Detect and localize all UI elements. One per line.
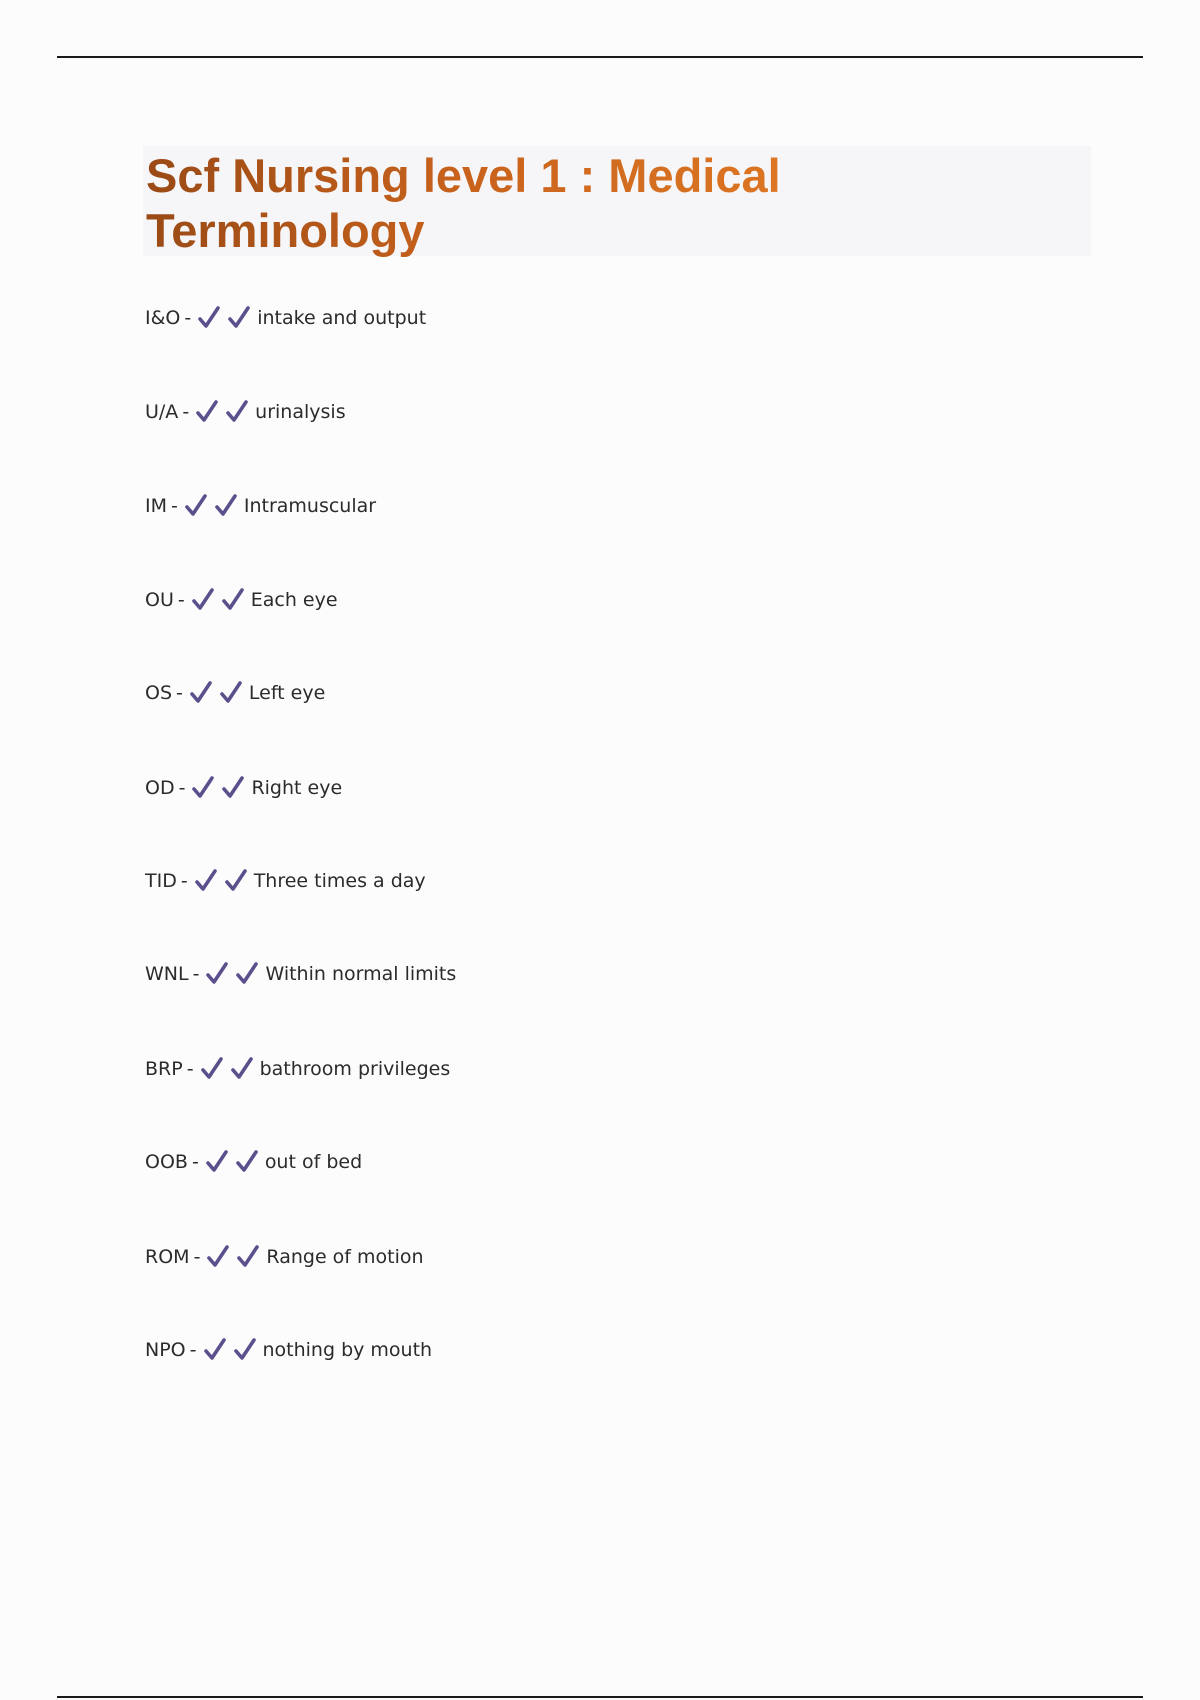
check-mark-icon <box>200 1056 224 1082</box>
term-entry <box>145 397 346 427</box>
term-separator: - <box>191 1151 199 1173</box>
check-mark-icon <box>184 493 208 519</box>
term-separator: - <box>177 589 185 611</box>
term-definition: Right eye <box>251 777 343 799</box>
check-mark-icon <box>205 961 229 987</box>
check-mark-icon <box>214 493 238 519</box>
term-abbreviation: WNL <box>145 963 189 985</box>
term-definition: Left eye <box>248 682 326 704</box>
term-separator: - <box>184 307 192 329</box>
term-definition: Each eye <box>250 589 338 611</box>
term-separator: - <box>178 777 186 799</box>
term-entry <box>145 585 338 615</box>
check-mark-icon <box>191 587 215 613</box>
check-mark-icon <box>205 1149 229 1175</box>
check-mark-icon <box>191 775 215 801</box>
check-mark-icon <box>197 305 221 331</box>
check-mark-icon <box>203 1337 227 1363</box>
term-separator: - <box>186 1058 194 1080</box>
check-mark-icon <box>194 868 218 894</box>
check-mark-icon <box>221 775 245 801</box>
term-separator: - <box>192 963 200 985</box>
term-entry <box>145 1335 432 1365</box>
term-separator: - <box>182 401 190 423</box>
check-mark-icon <box>219 680 243 706</box>
check-mark-icon <box>235 961 259 987</box>
term-separator: - <box>189 1339 197 1361</box>
term-entry <box>145 491 376 521</box>
document-title: Scf Nursing level 1 : Medical Terminology <box>143 146 846 258</box>
term-entry <box>145 678 325 708</box>
check-mark-icon <box>230 1056 254 1082</box>
term-abbreviation: U/A <box>145 401 179 423</box>
check-mark-icon <box>235 1149 259 1175</box>
term-abbreviation: OOB <box>145 1151 188 1173</box>
term-definition: Within normal limits <box>265 963 457 985</box>
term-entry <box>145 303 426 333</box>
check-mark-icon <box>206 1244 230 1270</box>
term-definition: Intramuscular <box>243 495 377 517</box>
term-separator: - <box>171 495 178 517</box>
term-definition: out of bed <box>264 1151 363 1173</box>
check-mark-icon <box>233 1337 257 1363</box>
term-abbreviation: OD <box>145 777 175 799</box>
bottom-rule <box>57 1696 1143 1698</box>
term-abbreviation: ROM <box>145 1246 190 1268</box>
term-definition: urinalysis <box>255 401 346 423</box>
check-mark-icon <box>236 1244 260 1270</box>
top-rule <box>57 56 1143 58</box>
check-mark-icon <box>224 868 248 894</box>
term-entry <box>145 1147 362 1177</box>
term-definition: nothing by mouth <box>262 1339 433 1361</box>
term-entry <box>145 1054 450 1084</box>
term-definition: Three times a day <box>253 870 426 892</box>
check-mark-icon <box>195 399 219 425</box>
term-abbreviation: TID <box>145 870 177 892</box>
term-abbreviation: BRP <box>145 1058 183 1080</box>
title-box <box>143 146 1091 256</box>
term-separator: - <box>176 682 183 704</box>
term-separator: - <box>180 870 188 892</box>
term-entry <box>145 959 456 989</box>
term-entry <box>145 866 426 896</box>
term-abbreviation: I&O <box>145 307 181 329</box>
term-definition: intake and output <box>257 307 427 329</box>
term-definition: Range of motion <box>266 1246 424 1268</box>
term-abbreviation: IM <box>145 495 167 517</box>
check-mark-icon <box>227 305 251 331</box>
term-separator: - <box>193 1246 201 1268</box>
term-entry <box>145 773 342 803</box>
term-entry <box>145 1242 424 1272</box>
term-abbreviation: NPO <box>145 1339 186 1361</box>
check-mark-icon <box>221 587 245 613</box>
check-mark-icon <box>189 680 213 706</box>
term-abbreviation: OU <box>145 589 174 611</box>
check-mark-icon <box>225 399 249 425</box>
term-definition: bathroom privileges <box>259 1058 451 1080</box>
term-abbreviation: OS <box>145 682 173 704</box>
